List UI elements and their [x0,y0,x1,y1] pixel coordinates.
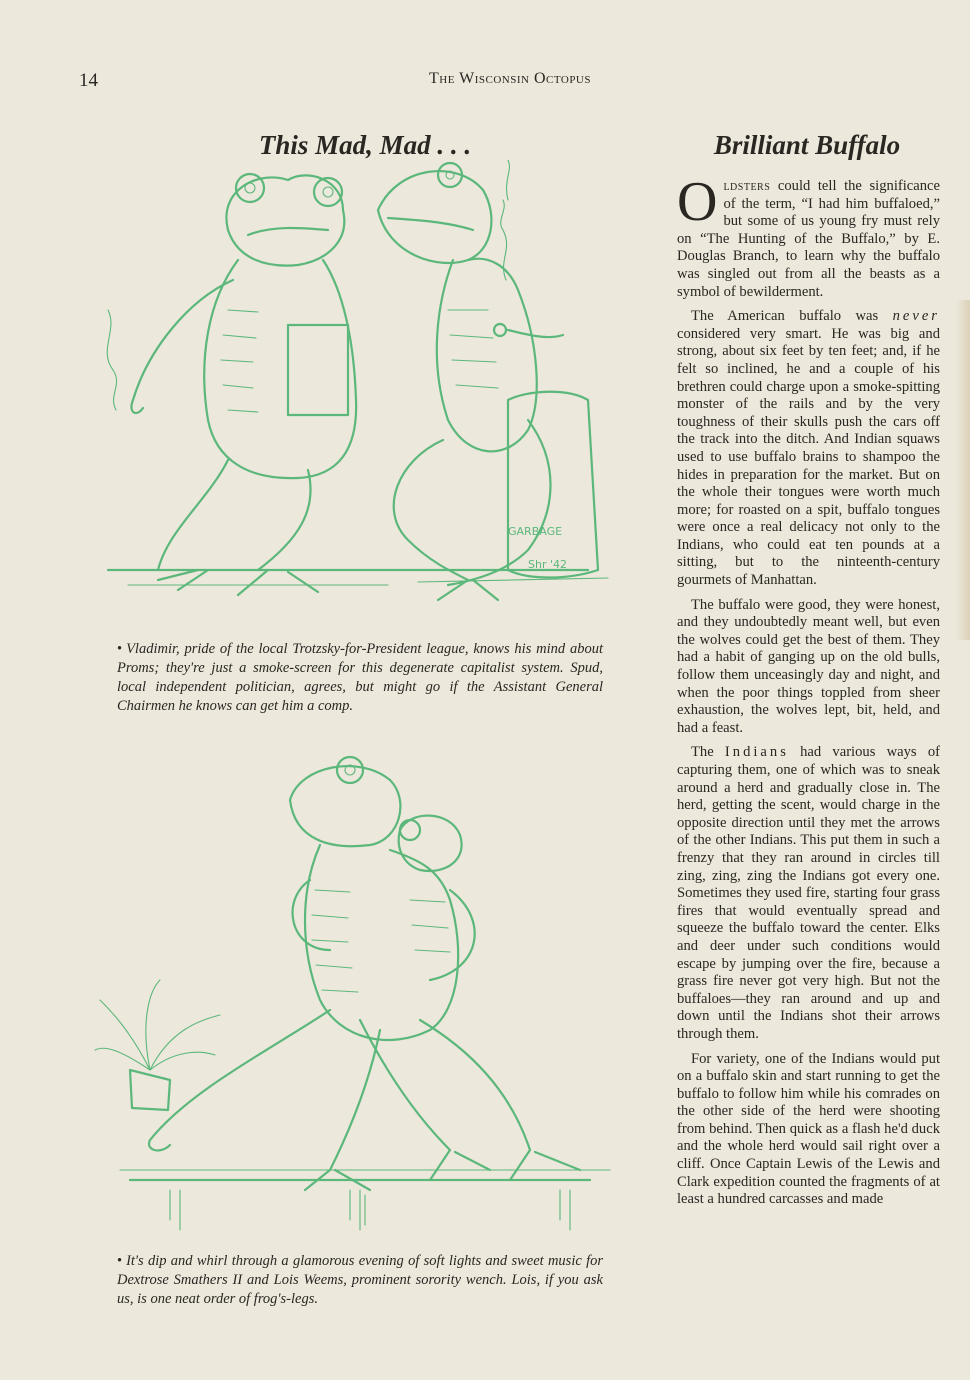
caption-bullet: • [117,641,123,657]
paragraph-4-after: had various ways of capturing them, one of which was to sneak around a herd and gradually close in. The herd, getting the scent, would charge in the opposite direction until they met the arrows of the other Indians. This put them in such a frenzy that they ran around in circles till zing, zing, zing the Indians got every one. Sometimes they used fire, starting four grass fires that would eventually spread and squeeze the buffalo toward the center. Elks and deer under such conditions would escape by jumping over the fire, because a grass fire never got very high. But not the buffaloes—they ran around and up and down until the Indians shot their arrows through them. [677,744,940,1042]
page-number: 14 [79,70,98,91]
top-illustration-caption [117,640,603,716]
caption-bullet-2: • [117,1253,123,1269]
article-body [677,171,940,1216]
article-paragraph-1 [677,171,940,301]
article-paragraph-4 [677,744,940,1043]
article-title: Brilliant Buffalo [713,130,901,160]
opening-smallcaps: ldsters [723,178,771,194]
two-frogs-drawing [88,160,628,620]
bottom-caption-text: It's dip and whirl through a glamorous evening of soft lights and sweet music for Dextrose Smathers II and Lois Weems, prominent sorority wench. Lois, if you ask us, is one neat order of frog's-legs. [117,1253,603,1307]
dancing-frogs-drawing [90,750,630,1240]
article-paragraph-2 [677,308,940,590]
paragraph-4-before: The [691,744,725,761]
bottom-illustration-caption [117,1252,603,1309]
illustration-two-frogs [88,160,628,620]
page-edge-shadow [956,300,970,640]
garbage-sign-text: GARBAGE [508,525,563,538]
illustration-dancing-frogs [90,750,630,1240]
article-paragraph-5: For variety, one of the Indians would put on a buffalo skin and start running to get the buffalo to follow him while his comrades on the other side of the herd were shooting from behind. Then quick as a flash he'd duck and the whole herd would sail right over a cliff. Once Captain Lewis of the Lewis and Clark expedition counted the fragments of at least a hundred carcasses and made [677,1050,940,1208]
artist-signature: Shr '42 [528,558,567,571]
left-column-title: This Mad, Mad . . . [258,130,472,160]
paragraph-4-emphasis: Indians [724,744,789,761]
paragraph-2-after: considered very smart. He was big and strong, about six feet by ten feet; and, if he felt so inclined, he and a couple of his brethren could charge upon a smoke-spitting monster of the rails and by the very toughness of their skulls push the cars off the track into the ditch. And Indian squaws used to use buffalo brains to shampoo the hides in preparation for the market. But on the whole their tongues were worth much more; for roasted on a spit, buffalo tongues were once a real delicacy not only to the Indians, who could eat ten pounds at a sitting, but to the ninteenth-century gourmets of Manhattan. [677,325,940,589]
top-caption-text: Vladimir, pride of the local Trotzsky-for-President league, knows his mind about Proms; they're just a smoke-screen for this degenerate capitalist system. Spud, local independent politician, agrees, but might go if the Assistant General Chairmen he knows can get him a comp. [117,641,603,714]
running-head: The Wisconsin Octopus [428,70,591,87]
paragraph-2-before: The American buffalo was [691,308,893,325]
paragraph-1-text: could tell the significance of the term, “I had him buffaloed,” but some of us young fry must rely on “The Hunting of the Buffalo,” by E. Douglas Branch, to learn why the buffalo was singled out from all the beasts as a symbol of bewilderment. [677,178,940,300]
article-paragraph-3: The buffalo were good, they were honest, and they undoubtedly meant well, but even the wolves could get the best of them. They had a habit of ganging up on the old bulls, follow them unceasingly day and night, and when the poor things toppled from sheer exhaustion, the wolves lept, bit, held, and had a feast. [677,596,940,736]
paragraph-2-emphasis: never [892,308,940,325]
drop-cap: O [677,171,718,233]
